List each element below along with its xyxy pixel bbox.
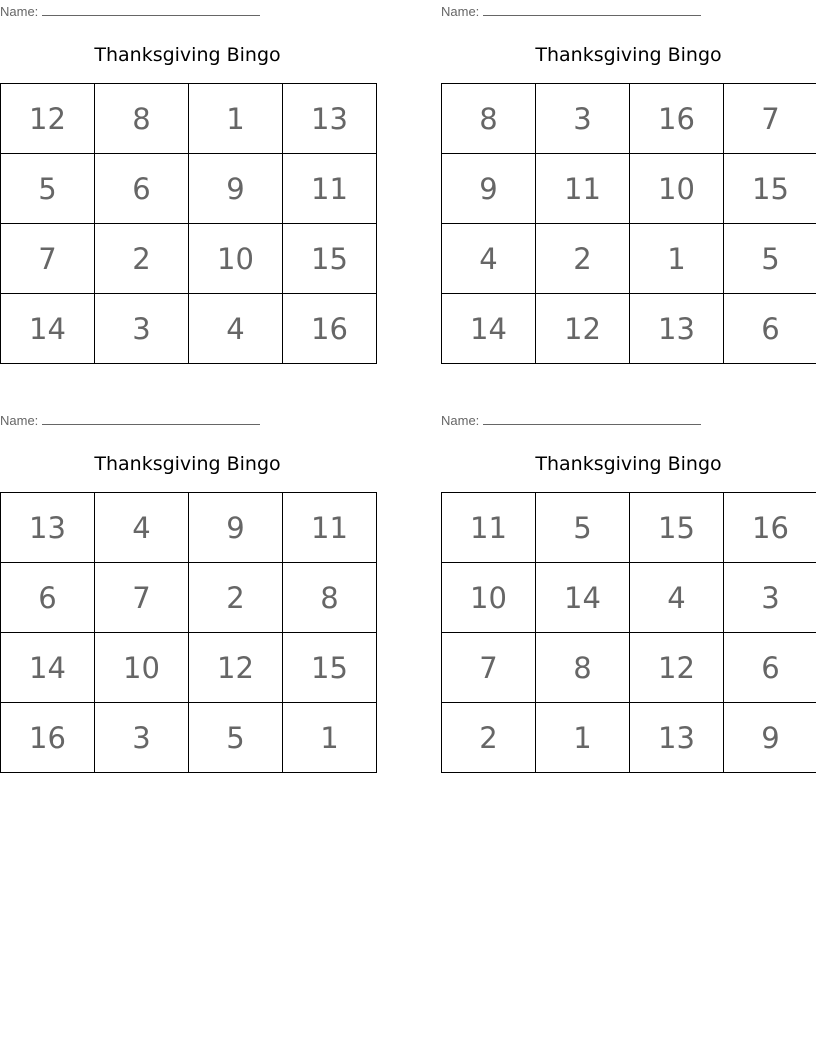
name-field[interactable]: [0, 3, 260, 19]
name-label: Name:: [0, 413, 39, 428]
grid-cell[interactable]: 2: [536, 224, 630, 294]
grid-cell[interactable]: 14: [442, 294, 536, 364]
grid-cell[interactable]: 7: [95, 563, 189, 633]
grid-row: [442, 154, 816, 224]
grid-cell[interactable]: 5: [724, 224, 816, 294]
name-field[interactable]: [441, 412, 701, 428]
grid-cell[interactable]: 16: [630, 84, 724, 154]
grid-row: [1, 84, 377, 154]
grid-cell[interactable]: 9: [442, 154, 536, 224]
grid-row: [442, 563, 816, 633]
grid-cell[interactable]: 2: [95, 224, 189, 294]
grid-row: [1, 154, 377, 224]
grid-cell[interactable]: 14: [1, 633, 95, 703]
card-title: Thanksgiving Bingo: [94, 44, 281, 66]
grid-cell[interactable]: 7: [724, 84, 816, 154]
name-label: Name:: [0, 4, 39, 19]
card-title: Thanksgiving Bingo: [94, 453, 281, 475]
grid-row: [442, 294, 816, 364]
grid-cell[interactable]: 15: [724, 154, 816, 224]
grid-row: [1, 224, 377, 294]
grid-cell[interactable]: 13: [283, 84, 377, 154]
name-blank-line[interactable]: [483, 412, 701, 425]
grid-cell[interactable]: 8: [536, 633, 630, 703]
name-field[interactable]: [441, 3, 701, 19]
grid-cell[interactable]: 6: [95, 154, 189, 224]
grid-row: [1, 633, 377, 703]
grid-cell[interactable]: 8: [442, 84, 536, 154]
grid-row: [442, 493, 816, 563]
grid-cell[interactable]: 4: [95, 493, 189, 563]
name-label: Name:: [441, 413, 480, 428]
grid-cell[interactable]: 15: [630, 493, 724, 563]
bingo-grid: [0, 492, 377, 773]
bingo-grid: [441, 492, 816, 773]
grid-cell[interactable]: 9: [724, 703, 816, 773]
grid-cell[interactable]: 5: [536, 493, 630, 563]
grid-cell[interactable]: 5: [1, 154, 95, 224]
grid-row: [1, 493, 377, 563]
grid-row: [1, 563, 377, 633]
grid-cell[interactable]: 15: [283, 224, 377, 294]
grid-cell[interactable]: 12: [189, 633, 283, 703]
grid-cell[interactable]: 1: [283, 703, 377, 773]
grid-row: [1, 703, 377, 773]
grid-cell[interactable]: 7: [1, 224, 95, 294]
grid-cell[interactable]: 10: [189, 224, 283, 294]
grid-cell[interactable]: 1: [189, 84, 283, 154]
grid-cell[interactable]: 4: [630, 563, 724, 633]
grid-cell[interactable]: 16: [1, 703, 95, 773]
grid-cell[interactable]: 3: [95, 703, 189, 773]
grid-cell[interactable]: 3: [724, 563, 816, 633]
grid-cell[interactable]: 10: [95, 633, 189, 703]
card-title: Thanksgiving Bingo: [535, 44, 722, 66]
grid-cell[interactable]: 13: [630, 294, 724, 364]
grid-cell[interactable]: 9: [189, 493, 283, 563]
grid-cell[interactable]: 2: [442, 703, 536, 773]
grid-cell[interactable]: 6: [724, 294, 816, 364]
grid-cell[interactable]: 14: [536, 563, 630, 633]
grid-row: [1, 294, 377, 364]
grid-cell[interactable]: 6: [1, 563, 95, 633]
grid-cell[interactable]: 4: [189, 294, 283, 364]
grid-cell[interactable]: 16: [283, 294, 377, 364]
grid-cell[interactable]: 10: [442, 563, 536, 633]
name-label: Name:: [441, 4, 480, 19]
grid-cell[interactable]: 11: [283, 154, 377, 224]
grid-row: [442, 224, 816, 294]
grid-cell[interactable]: 11: [536, 154, 630, 224]
grid-cell[interactable]: 5: [189, 703, 283, 773]
grid-cell[interactable]: 13: [1, 493, 95, 563]
grid-cell[interactable]: 7: [442, 633, 536, 703]
name-field[interactable]: [0, 412, 260, 428]
grid-cell[interactable]: 11: [283, 493, 377, 563]
grid-cell[interactable]: 15: [283, 633, 377, 703]
grid-cell[interactable]: 12: [1, 84, 95, 154]
card-title: Thanksgiving Bingo: [535, 453, 722, 475]
grid-row: [442, 703, 816, 773]
grid-cell[interactable]: 8: [95, 84, 189, 154]
name-blank-line[interactable]: [483, 3, 701, 16]
grid-row: [442, 633, 816, 703]
grid-row: [442, 84, 816, 154]
grid-cell[interactable]: 11: [442, 493, 536, 563]
grid-cell[interactable]: 13: [630, 703, 724, 773]
grid-cell[interactable]: 6: [724, 633, 816, 703]
bingo-grid: [0, 83, 377, 364]
grid-cell[interactable]: 16: [724, 493, 816, 563]
grid-cell[interactable]: 14: [1, 294, 95, 364]
grid-cell[interactable]: 3: [95, 294, 189, 364]
name-blank-line[interactable]: [42, 412, 260, 425]
name-blank-line[interactable]: [42, 3, 260, 16]
grid-cell[interactable]: 12: [630, 633, 724, 703]
grid-cell[interactable]: 4: [442, 224, 536, 294]
grid-cell[interactable]: 8: [283, 563, 377, 633]
grid-cell[interactable]: 3: [536, 84, 630, 154]
grid-cell[interactable]: 1: [630, 224, 724, 294]
grid-cell[interactable]: 2: [189, 563, 283, 633]
bingo-grid: [441, 83, 816, 364]
grid-cell[interactable]: 9: [189, 154, 283, 224]
grid-cell[interactable]: 1: [536, 703, 630, 773]
grid-cell[interactable]: 10: [630, 154, 724, 224]
grid-cell[interactable]: 12: [536, 294, 630, 364]
